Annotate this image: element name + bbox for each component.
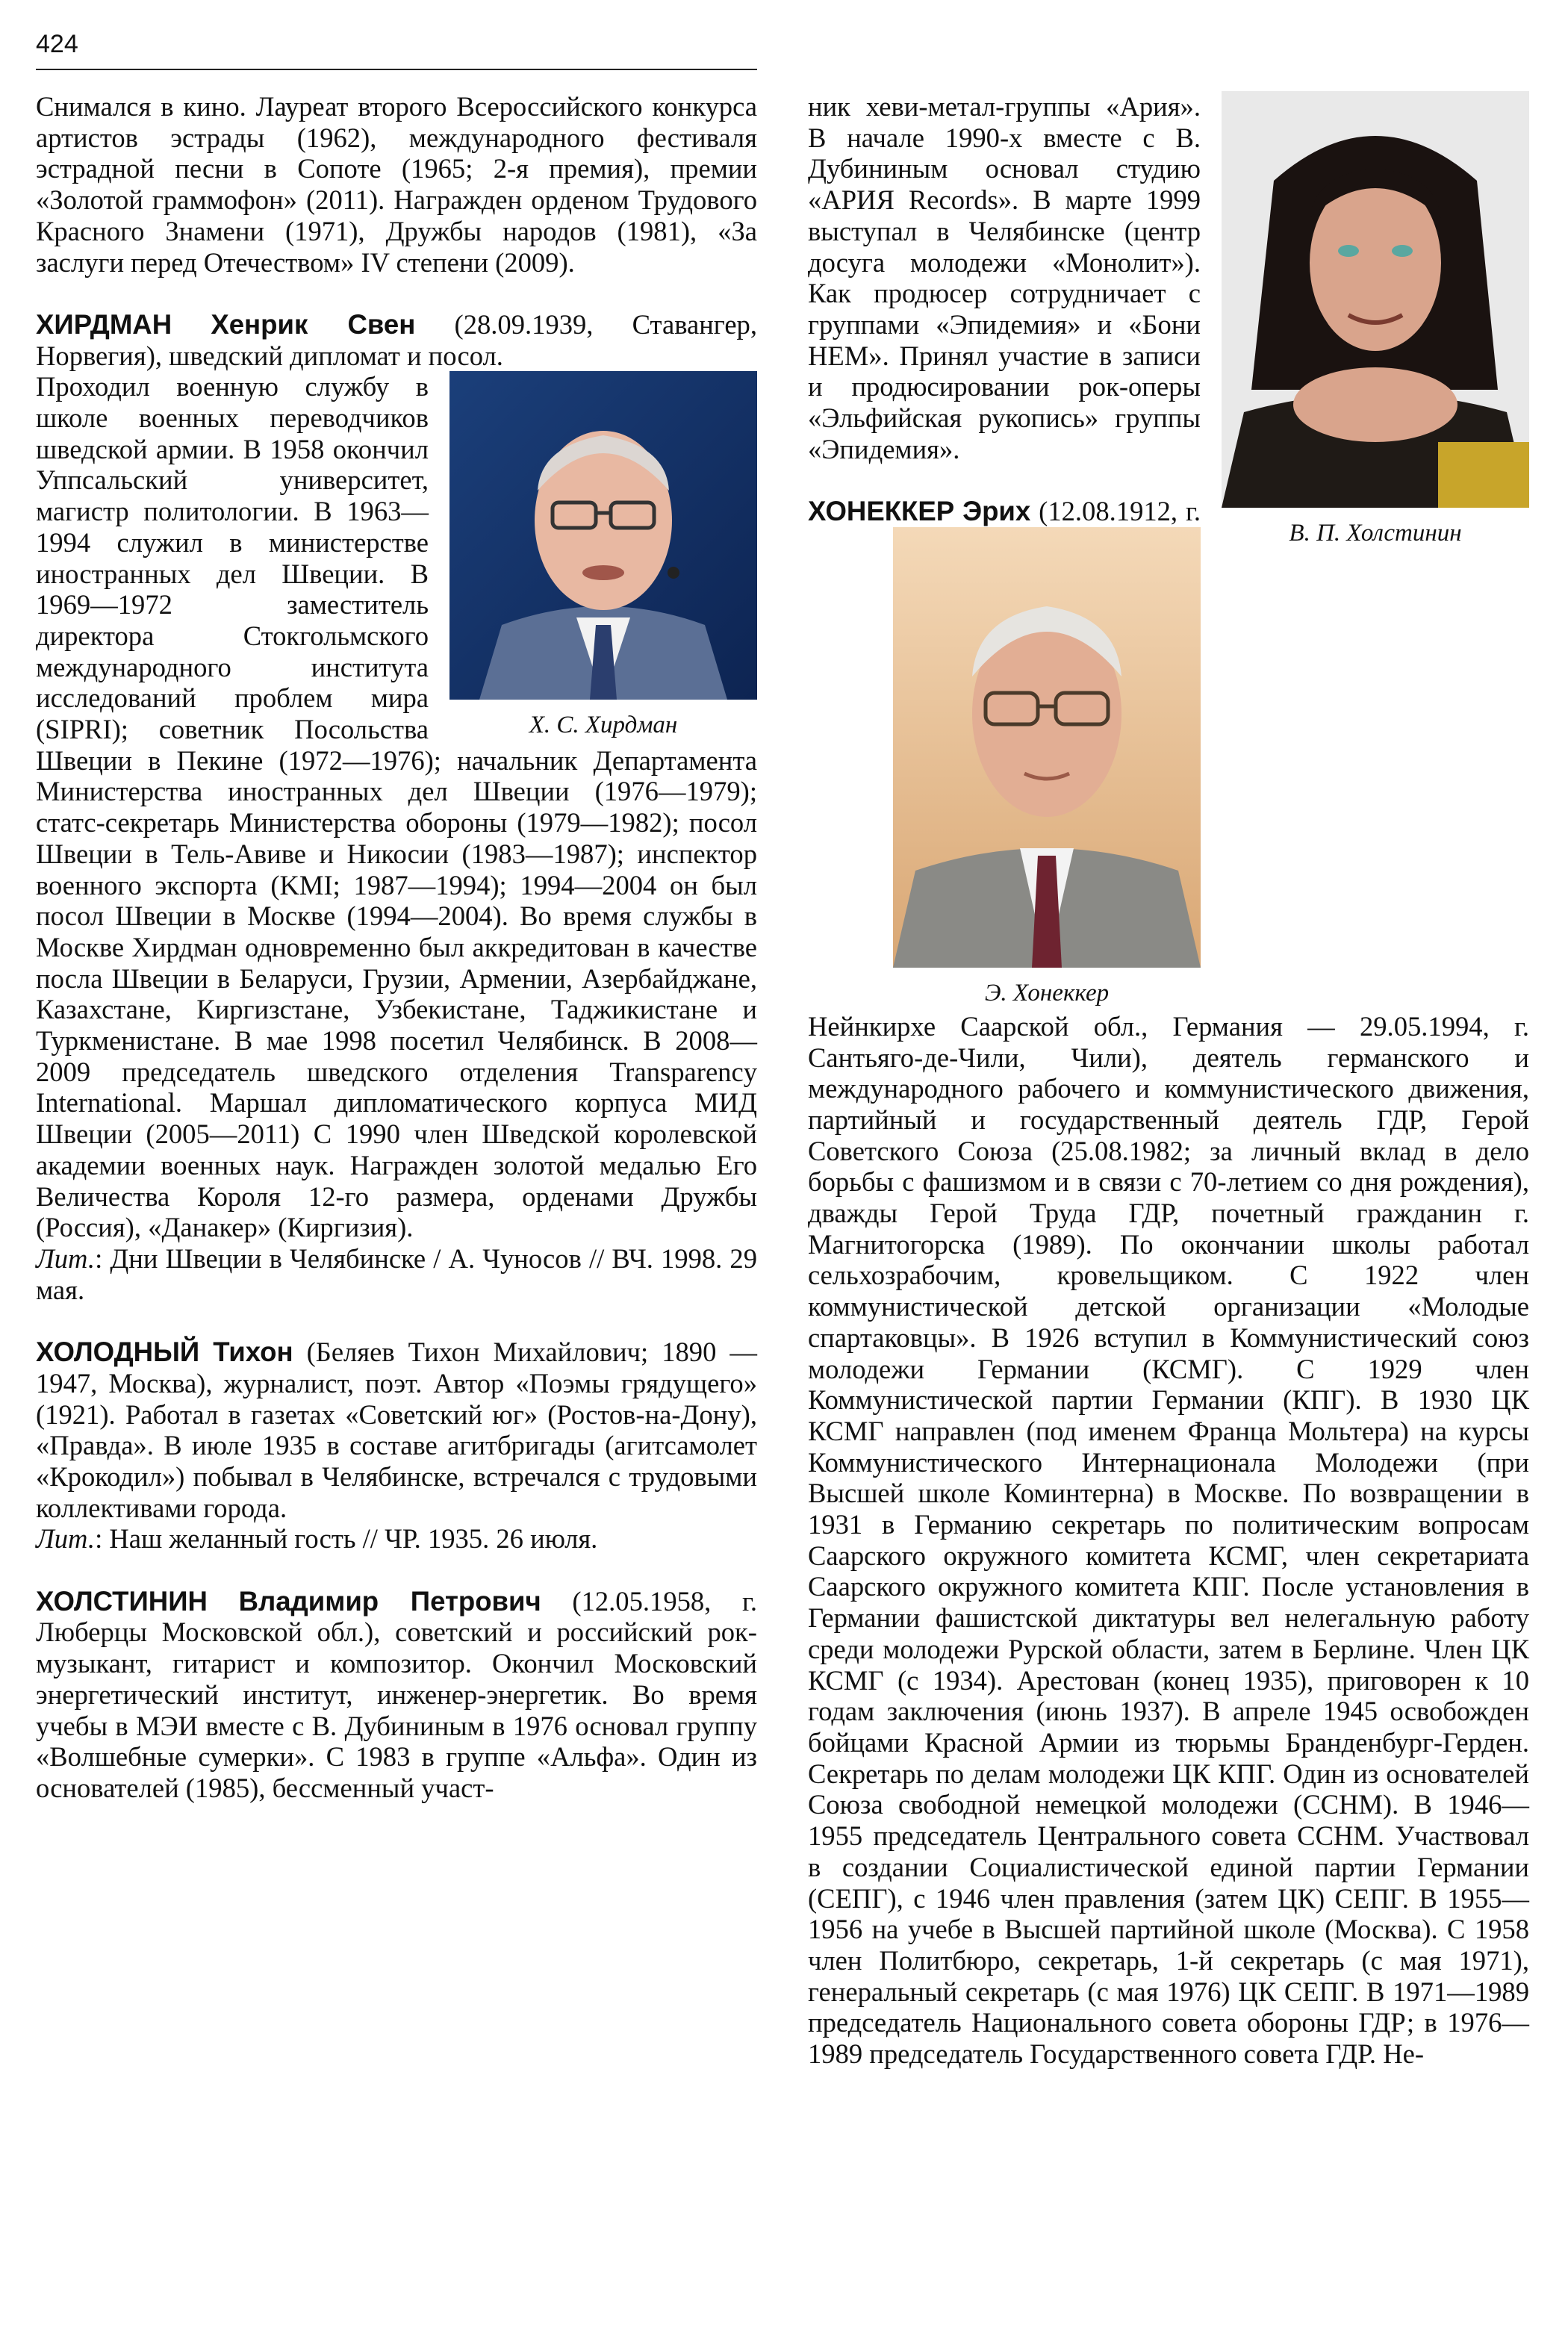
literature-text: : Наш желанный гость // ЧР. 1935. 26 июля. — [95, 1523, 598, 1555]
right-column — [808, 91, 1529, 2070]
entry-holstinin — [36, 1586, 757, 1804]
intro-paragraph: Снимался в кино. Лауреат второго Всероссийского конкурса артистов эстрады (1962), международного фестиваля эстрадной песни в Сопоте (1965; 2-я премия), премии «Золотой граммофон» (2011). Награжден орденом Трудового Красного Знамени (1971), Дружбы народов (1981), «За заслуги перед Отечеством» IV степени (2009). — [36, 91, 757, 278]
portrait-hirdman-caption: Х. С. Хирдман — [529, 712, 678, 739]
headword-surname: ХОЛСТИНИН — [36, 1585, 208, 1617]
portrait-hirdman-photo — [449, 371, 757, 700]
literature-text: : Дни Швеции в Челябинске / А. Чуносов // ВЧ. 1998. 29 мая. — [36, 1243, 757, 1305]
entry-holodny — [36, 1337, 757, 1523]
header-rule — [36, 69, 757, 70]
left-column — [36, 91, 757, 1804]
entry-hirdman-body: Проходил военную службу в школе военных переводчиков шведской армии. В 1958 окончил Уппсальский университет, магистр политологии. В 1963—1994 служил в министерстве иностранных дел Швеции. В 1969—1972 заместитель директора Стокгольмского международного института исследований проблем мира (SIPRI); советник Посольства Швеции в Пекине (1972—1976); начальник Департамента Министерства иностранных дел Швеции (1976—1979); статс-секретарь Министерства обороны (1979—1982); посол Швеции в Тель-Авиве и Никосии (1983—1987); инспектор военного экспорта (KMI; 1987—1994); 1994—2004 он был посол Швеции в Москве (1994—2004). Во время службы в Москве Хирдман одновременно был аккредитован в качестве посла Швеции в Беларуси, Грузии, Армении, Азербайджане, Казахстане, Киргизстане, Узбекистане, Таджикистане и Туркменистане. В мае 1998 посетил Челябинск. В 2008—2009 председатель шведского отделения Transparency International. Маршал дипломатического корпуса МИД Швеции (2005—2011) С 1990 член Шведской королевской академии военных наук. Награжден золотой медалью Его Величества Короля 12-го размера, орденами Дружбы (Россия), «Данакер» (Киргизия). — [36, 371, 757, 1243]
headword-name: Тихон — [213, 1337, 293, 1368]
entry-body: (Беляев Тихон Михайлович; 1890 — 1947, Москва), журналист, поэт. Автор «Поэмы грядущего» (1921). Работал в газетах «Советский юг» (Ростов-на-Дону), «Правда». В июле 1935 в составе агитбригады (агитсамолет «Крокодил») побывал в Челябинске, встречался с трудовыми коллективами города. — [36, 1337, 757, 1523]
entry-hirdman-literature — [36, 1243, 757, 1305]
entry-body: (12.05.1958, г. Люберцы Московской обл.), советский и российский рок-музыкант, гитарист и композитор. Окончил Московский энергетический институт, инженер-энергетик. Во время учебы в МЭИ вместе с В. Дубининым в 1976 основал группу «Волшебные сумерки». С 1983 в группе «Альфа». Один из основателей (1985), бессменный участ- — [36, 1585, 757, 1803]
headword-name: Эрих — [962, 496, 1031, 527]
headword-surname: ХОНЕККЕР — [808, 496, 955, 527]
headword-surname: ХОЛОДНЫЙ — [36, 1337, 200, 1368]
portrait-holstinin-caption: В. П. Холстинин — [1289, 520, 1462, 547]
entry-honecker — [808, 496, 1529, 2070]
entry-hirdman — [36, 309, 757, 371]
page-number: 424 — [36, 30, 78, 58]
entry-body-lead: (12.08.1912, г. Нейнкирхе Саарской обл., Германия — 29.05.1994, г. Сантьяго-де-Чили, Чили), деятель германского и международного рабочего и коммунистического движения, партийный и государственный деятель ГДР, Герой Советского Союза (25.08.1982; за личный вклад в дело борьбы с фашизмом и в связи с 70-летием со дня рождения), дважды Герой Труда ГДР, почетный гражданин г. Магнитогорска (1989). По окончании школы работал сельхозрабочим, кровельщиком. С 1922 член коммунистической детской организации «Молодые спартаковцы». В 1926 вступил в Коммунистический союз молодежи Германии (КСМГ). С 1929 член Коммунистической партии Германии (КПГ). В 1930 ЦК КСМГ направлен (под именем Франца Мольтера) на курсы Коммунистического Интернационала Молодежи (при Высшей школе Коминтерна) в Москве. По возвращении в 1931 в Германию секретарь по политическим вопросам Саарского окружного комитета КСМГ, член секретариата Саарского окружного комитета КПГ. После установления в Германии фашистской диктатуры вел нелегальную работу среди молодежи Рурской области, затем в Берлине. Член ЦК КСМГ (с 1934). Арестован (конец 1935), приговорен к 10 годам заключения (июнь 1937). В апреле 1945 освобожден бойцами Красной Армии из тюрьмы Бранденбург-Герден. Секретарь по делам молодежи ЦК КПГ. Один из основателей Союза свободной немецкой молодежи (ССНМ). В 1946—1955 председатель Центрального совета ССНМ. Участвовал в создании Социалистической единой партии Германии (СЕПГ), с 1946 член правления (затем ЦК) СЕПГ. В 1955—1956 на учебе в Высшей партийной школе (Москва). С 1958 член Политбюро, секретарь, 1-й секретарь (с мая 1971), генеральный секретарь (с мая 1976) ЦК СЕПГ. В 1971—1989 председатель Национального совета обороны ГДР; в 1976—1989 председатель Государственного совета ГДР. Не- — [808, 496, 1529, 2070]
portrait-hirdman-figure — [449, 371, 757, 740]
portrait-holstinin-photo — [1222, 91, 1529, 508]
portrait-honecker-photo — [893, 527, 1201, 968]
headword-name: Хенрик Свен — [211, 308, 416, 340]
portrait-honecker-caption: Э. Хонеккер — [984, 979, 1110, 1007]
portrait-holstinin-figure — [1222, 91, 1529, 548]
entry-lead: (28.09.1939, Ставангер, Норвегия), шведский дипломат и посол. — [36, 308, 757, 371]
headword-name: Владимир Петрович — [238, 1585, 541, 1617]
entry-holstinin-continuation: ник хеви-метал-группы «Ария». В начале 1990-х вместе с В. Дубининым основал студию «АРИЯ Records». В марте 1999 выступал в Челябинске (центр досуга молодежи «Монолит»). Как продюсер сотрудничает с группами «Эпидемия» и «Бони НЕМ». Принял участие в записи и продюсировании рок-оперы «Эльфийская рукопись» группы «Эпидемия». — [808, 91, 1201, 464]
entry-holodny-literature — [36, 1523, 757, 1555]
headword-surname: ХИРДМАН — [36, 308, 172, 340]
portrait-honecker-figure — [893, 527, 1201, 1008]
literature-label: Лит. — [36, 1243, 96, 1274]
literature-label: Лит. — [36, 1523, 96, 1555]
